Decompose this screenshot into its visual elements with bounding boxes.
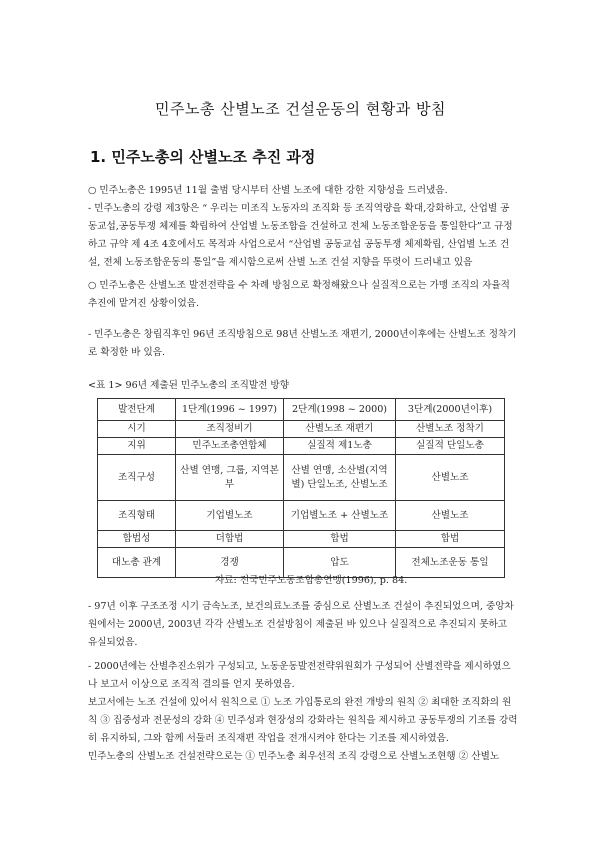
paragraph-2000-committee: - 2000년에는 산별추진소위가 구성되고, 노동운동발전전략위원회가 구성되어 산별전략을 제시하였으나 보고서 이상으로 조직적 결의를 얻지 못하였음. 보고서에는 노조 건설에 있어서 원칙으로 ① 노조 가입통로의 완전 개방의 원칙 ② 최대한 조직화의 원칙 ③ 집중성과 전문성의 강화 ④ 민주성과 현장성의 강화라는 원칙을 제시하고 공동투쟁의 기조를 강력히 유지하되, 그와 함께 서둘러 조직재편 작업을 전개시켜야 한다는 기조를 제시하였음. 민주노총의 산별노조 건설전략으로는 ① 민주노총 최우선적 조직 강령으로 산별노조현행 ② 산별노: [88, 661, 518, 762]
section-heading: 1. 민주노총의 산별노조 추진 과정: [90, 148, 316, 166]
table-caption: <표 1> 96년 제출된 민주노총의 조직발전 방향: [88, 380, 289, 391]
table-cell: 합법: [284, 531, 396, 548]
table-cell: 조직형태: [98, 501, 176, 531]
table-cell: 시기: [98, 421, 176, 438]
document-title: 민주노총 산별노조 건설운동의 현황과 방침: [155, 100, 446, 118]
table-row: [98, 421, 505, 438]
table-cell: 기업별노조: [176, 501, 284, 531]
paragraph-1996-plan: - 민주노총은 창립직후인 96년 조직방침으로 98년 산별노조 재편기, 2000년이후에는 산별노조 정착기로 확정한 바 있음.: [88, 329, 517, 358]
table-row: [98, 438, 505, 455]
table-header-row: [98, 399, 505, 421]
table-cell: 산별노조: [396, 455, 505, 501]
table-cell: 합법성: [98, 531, 176, 548]
paragraph-strategy: ○ 민주노총은 산별노조 발전전략을 수 차례 방침으로 확정해왔으나 실질적으로는 가맹 조직의 자율적 추진에 맡겨진 상황이었음.: [88, 280, 510, 309]
paragraph-founding: ○ 민주노총은 1995년 11월 출범 당시부터 산별 노조에 대한 강한 지향성을 드러냈음. - 민주노총의 강령 제3항은 “ 우리는 미조직 노동자의 조직화 등 조직역량을 확대,강화하고, 산업별 공동교섭,공동투쟁 체제를 확립하여 산업별 노동조합을 건설하고 전체 노동조합운동을 통일한다”고 규정하고 규약 제 4조 4호에서도 목적과 사업으로서 “산업별 공동교섭 공동투쟁 체제확립, 산업별 노조 건설, 전체 노동조합운동의 통일”을 제시함으로써 산별 노조 건설 지향을 뚜렷이 드러내고 있음: [88, 185, 513, 268]
table-cell: 조직정비기: [176, 421, 284, 438]
table-row: [98, 501, 505, 531]
table-cell: 산별노조 재편기: [284, 421, 396, 438]
table-source: 자료: 전국민주노동조합총연맹(1996), p. 84.: [215, 575, 408, 586]
org-development-table: [97, 398, 505, 578]
table-cell: 기업별노조 + 산별노조: [284, 501, 396, 531]
table-cell: 지위: [98, 438, 176, 455]
table-cell: 조직구성: [98, 455, 176, 501]
paragraph-restructuring: - 97년 이후 구조조정 시기 금속노조, 보건의료노조를 중심으로 산별노조 건설이 추진되었으며, 중앙차원에서는 2000년, 2003년 각각 산별노조 건설방침이 제출된 바 있으나 실질적으로 추진되지 못하고 유실되었음.: [88, 601, 514, 648]
table-header-cell: 1단계(1996 ~ 1997): [176, 399, 284, 421]
table-row: [98, 531, 505, 548]
table-cell: 더합법: [176, 531, 284, 548]
table-cell: 실질적 제1노총: [284, 438, 396, 455]
table-cell: 실질적 단일노총: [396, 438, 505, 455]
table-header-cell: 2단계(1998 ~ 2000): [284, 399, 396, 421]
table-header-cell: 발전단계: [98, 399, 176, 421]
table-cell: 산별노조 정착기: [396, 421, 505, 438]
table-header-cell: 3단계(2000년이후): [396, 399, 505, 421]
table-cell: 민주노조총연합체: [176, 438, 284, 455]
table-cell: 산별 연맹, 그룹, 지역본부: [176, 455, 284, 501]
table-cell: 압도: [284, 548, 396, 578]
table-cell: 대노총 관계: [98, 548, 176, 578]
table-cell: 산별노조: [396, 501, 505, 531]
table-cell: 경쟁: [176, 548, 284, 578]
table-row: [98, 455, 505, 501]
table-cell: 전체노조운동 통일: [396, 548, 505, 578]
table-cell: 산별 연맹, 소산별(지역별) 단일노조, 산별노조: [284, 455, 396, 501]
table-cell: 합법: [396, 531, 505, 548]
